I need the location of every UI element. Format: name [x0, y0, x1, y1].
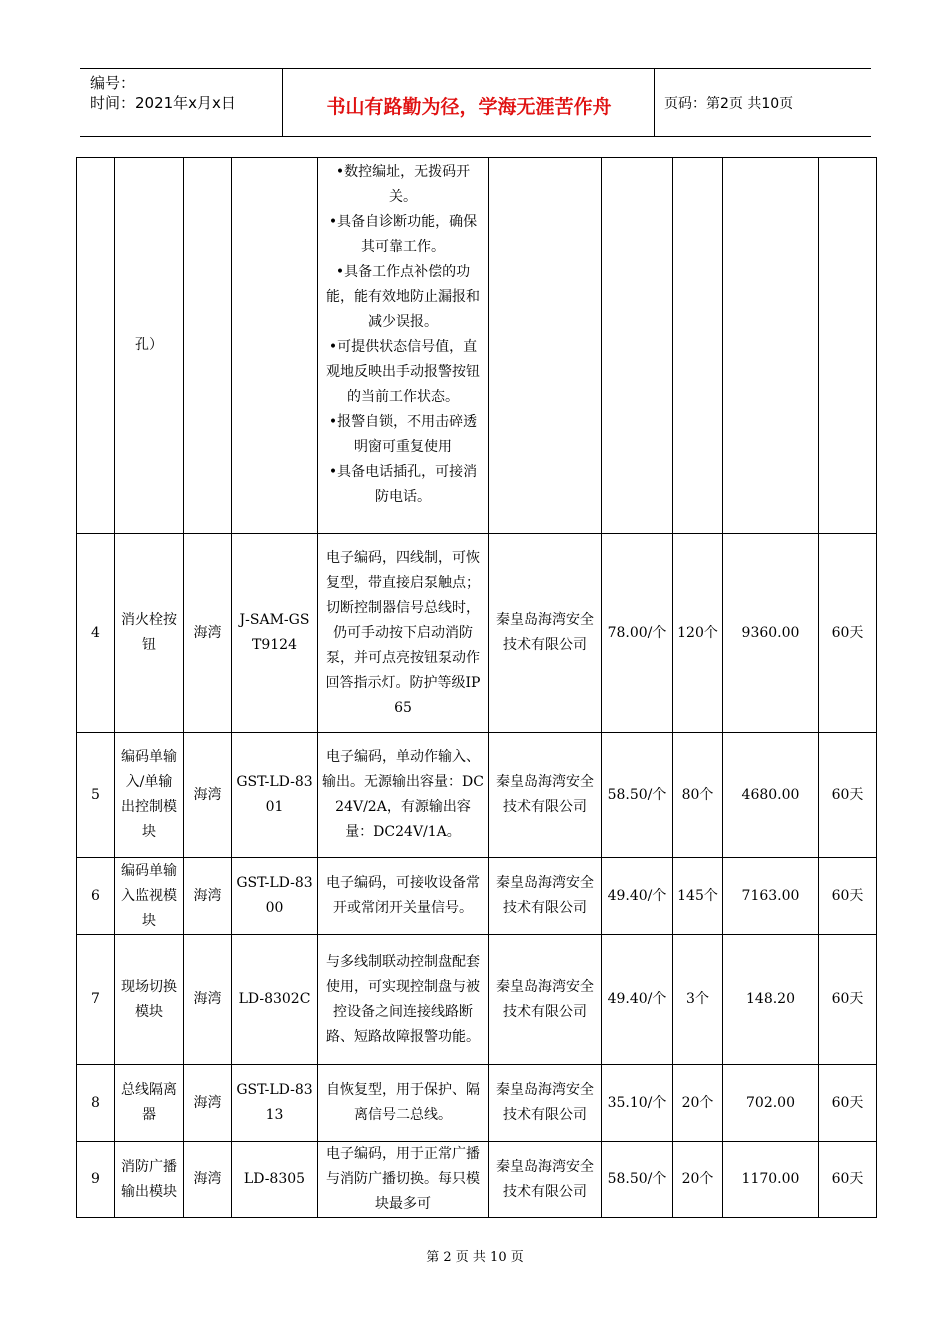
cell-delivery: 60天	[819, 858, 877, 935]
cell-price: 49.40/个	[602, 935, 673, 1065]
cell-price: 78.00/个	[602, 534, 673, 733]
header-motto: 书山有路勤为径，学海无涯苦作舟	[326, 96, 612, 118]
feature-item: •具备自诊断功能，确保其可靠工作。	[328, 214, 478, 255]
cell-total	[723, 158, 819, 534]
cell-delivery: 60天	[819, 935, 877, 1065]
cell-spec: 自恢复型，用于保护、隔离信号二总线。	[318, 1065, 489, 1142]
cell-name: 编码单输入/单输出控制模块	[115, 733, 184, 858]
cell-name: 编码单输入监视模块	[115, 858, 184, 935]
cell-spec: 与多线制联动控制盘配套使用，可实现控制盘与被控设备之间连接线路断路、短路故障报警功能。	[318, 935, 489, 1065]
cell-brand: 海湾	[184, 1142, 232, 1218]
cell-price	[602, 158, 673, 534]
cell-spec: 电子编码，四线制，可恢复型，带直接启泵触点；切断控制器信号总线时，仍可手动按下启动消防泵，并可点亮按钮泵动作回答指示灯。防护等级IP65	[318, 534, 489, 733]
header-page-info: 页码：第2页 共10页	[664, 96, 794, 112]
cell-qty	[673, 158, 723, 534]
cell-qty: 120个	[673, 534, 723, 733]
cell-price: 49.40/个	[602, 858, 673, 935]
header-top-rule	[80, 68, 871, 69]
table-row	[77, 733, 877, 858]
cell-no: 7	[77, 935, 115, 1065]
cell-name: 消火栓按钮	[115, 534, 184, 733]
cell-name: 消防广播输出模块	[115, 1142, 184, 1218]
cell-total: 1170.00	[723, 1142, 819, 1218]
cell-supplier: 秦皇岛海湾安全技术有限公司	[489, 858, 602, 935]
cell-no: 8	[77, 1065, 115, 1142]
cell-total: 148.20	[723, 935, 819, 1065]
table-row	[77, 858, 877, 935]
cell-qty: 145个	[673, 858, 723, 935]
cell-features	[318, 158, 489, 534]
cell-total: 9360.00	[723, 534, 819, 733]
cell-name: 现场切换模块	[115, 935, 184, 1065]
cell-model: GST-LD-8313	[232, 1065, 318, 1142]
cell-supplier: 秦皇岛海湾安全技术有限公司	[489, 534, 602, 733]
feature-item: •数控编址，无拨码开关。	[335, 164, 471, 205]
cell-model: LD-8305	[232, 1142, 318, 1218]
cell-supplier: 秦皇岛海湾安全技术有限公司	[489, 733, 602, 858]
cell-model: J-SAM-GST9124	[232, 534, 318, 733]
header-meta	[90, 73, 236, 113]
cell-supplier: 秦皇岛海湾安全技术有限公司	[489, 1065, 602, 1142]
cell-model: LD-8302C	[232, 935, 318, 1065]
cell-total: 7163.00	[723, 858, 819, 935]
cell-total: 702.00	[723, 1065, 819, 1142]
page-footer: 第 2 页 共 10 页	[426, 1250, 524, 1265]
equipment-table	[76, 157, 877, 1218]
cell-price: 58.50/个	[602, 733, 673, 858]
cell-model: GST-LD-8301	[232, 733, 318, 858]
table-row	[77, 534, 877, 733]
cell-no: 6	[77, 858, 115, 935]
cell-delivery: 60天	[819, 1065, 877, 1142]
cell-no	[77, 158, 115, 534]
header-bottom-rule	[80, 136, 871, 137]
document-time-label: 时间：2021年x月x日	[90, 94, 236, 112]
cell-brand: 海湾	[184, 935, 232, 1065]
table-row	[77, 1065, 877, 1142]
document-number-label: 编号：	[90, 74, 136, 92]
cell-model: GST-LD-8300	[232, 858, 318, 935]
cell-spec: 电子编码，可接收设备常开或常闭开关量信号。	[318, 858, 489, 935]
cell-total: 4680.00	[723, 733, 819, 858]
feature-item: •具备工作点补偿的功能，能有效地防止漏报和减少误报。	[326, 264, 480, 330]
cell-name: 总线隔离器	[115, 1065, 184, 1142]
cell-qty: 3个	[673, 935, 723, 1065]
cell-qty: 20个	[673, 1142, 723, 1218]
cell-name	[115, 158, 184, 534]
cell-supplier: 秦皇岛海湾安全技术有限公司	[489, 1142, 602, 1218]
cell-delivery: 60天	[819, 733, 877, 858]
cell-spec: 电子编码，单动作输入、输出。无源输出容量：DC24V/2A，有源输出容量：DC24V/1A。	[318, 733, 489, 858]
cell-model	[232, 158, 318, 534]
cell-brand: 海湾	[184, 733, 232, 858]
cell-delivery: 60天	[819, 534, 877, 733]
cell-supplier	[489, 158, 602, 534]
table-row	[77, 1142, 877, 1218]
cell-price: 58.50/个	[602, 1142, 673, 1218]
cell-brand: 海湾	[184, 1065, 232, 1142]
cell-brand	[184, 158, 232, 534]
cell-delivery	[819, 158, 877, 534]
feature-item: •具备电话插孔，可接消防电话。	[328, 464, 478, 505]
cell-delivery: 60天	[819, 1142, 877, 1218]
cell-spec: 电子编码，用于正常广播与消防广播切换。每只模块最多可	[318, 1142, 489, 1218]
name-continuation: 孔）	[135, 337, 163, 353]
cell-brand: 海湾	[184, 858, 232, 935]
cell-supplier: 秦皇岛海湾安全技术有限公司	[489, 935, 602, 1065]
cell-no: 4	[77, 534, 115, 733]
cell-price: 35.10/个	[602, 1065, 673, 1142]
cell-qty: 20个	[673, 1065, 723, 1142]
header-divider-right	[654, 68, 655, 137]
cell-no: 5	[77, 733, 115, 858]
table-row	[77, 935, 877, 1065]
table-row-continued	[77, 158, 877, 534]
cell-no: 9	[77, 1142, 115, 1218]
feature-item: •可提供状态信号值，直观地反映出手动报警按钮的当前工作状态。	[326, 339, 480, 405]
cell-qty: 80个	[673, 733, 723, 858]
header-divider-left	[282, 68, 283, 137]
feature-item: •报警自锁，不用击碎透明窗可重复使用	[328, 414, 478, 455]
cell-brand: 海湾	[184, 534, 232, 733]
